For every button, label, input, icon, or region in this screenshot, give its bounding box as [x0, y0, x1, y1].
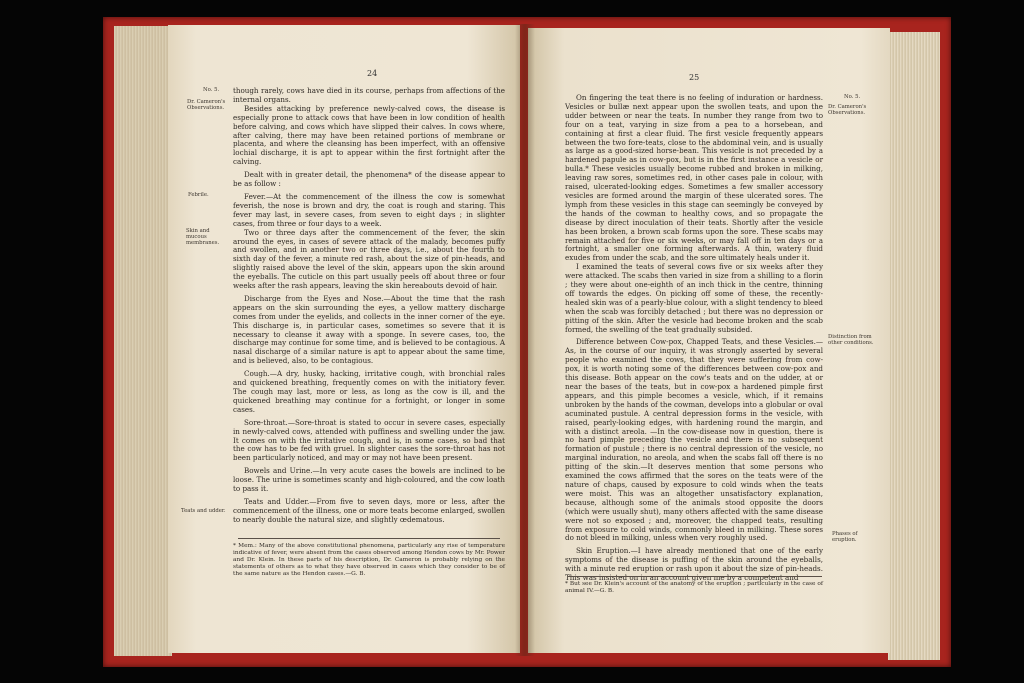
- right-margin-notes: [826, 28, 886, 653]
- paragraph: Dealt with in greater detail, the phenomena* of the disease appear to be as follow :: [233, 170, 505, 189]
- margin-note-case-number: No. 5.: [203, 87, 220, 93]
- margin-note-teats: Teats and udder.: [181, 508, 226, 514]
- paragraph-cough: Cough.—A dry, husky, hacking, irritative cough, with bronchial rales and quickened breathing, frequently comes on with the initiatory fever. The cough may last, more or less, as long as the cow is ill, and the quickened breathing may continue for a fortnight, or longer in some cases.: [233, 369, 505, 414]
- margin-note-case-number: No. 5.: [844, 94, 861, 100]
- right-page-number: 25: [689, 73, 700, 82]
- right-footnote: * But see Dr. Klein's account of the anatomy of the eruption ; particularly in the case of animal IV.—G. B.: [565, 581, 823, 594]
- margin-note-phases: Phases of eruption.: [832, 531, 858, 543]
- left-footnote: * Mem.: Many of the above constitutional phenomena, particularly any rise of temperature indicative of fever, were absent from the cases observed among Hendon cows by Mr. Power and Dr. Klein. In these parts of his description, Dr. Cameron is probably relying on the statements of others as to what they have observed in cases which they consider to be of the same nature as the Hendon cases.—G. B.: [233, 543, 505, 577]
- margin-note-author: Dr. Cameron's Observations.: [187, 99, 226, 111]
- paragraph-vesicles: On fingering the teat there is no feeling of induration or hardness. Vesicles or bullæ next appear upon the swollen teats, and upon the udder between or near the teats. In number they range from two to four on a teat, varying in size from a pea to a horsebean, and containing at first a clear fluid. The first vesicle frequently appears between the two fore-teats, close to the abdominal vein, and is usually as large as a good-sized horse-bean. This vesicle is not preceded by a hardened papule as in cow-pox, but is in the first instance a vesicle or bulla.* These vesicles usually become rubbed and broken in milking, leaving raw sores, sometimes red, in other cases pale in colour, with raised, ulcerated-looking edges. Sometimes a few smaller accessory vesicles are formed around the margin of these ulcerated sores. The lymph from these vesicles in this stage can seemingly be conveyed by the hands of the cowman to healthy cows, and so propagate the disease by direct inoculation of their teats. Shortly after the vesicle has been broken, a brown scab forms upon the sore. These scabs may remain attached for five or six weeks, or may fall off in ten days or a fortnight, a smaller one forming afterwards. A thin, watery fluid exudes from under the scab, and the sore ultimately heals under it.: [565, 93, 823, 263]
- margin-note-distinction: Distinction from other conditions.: [828, 334, 874, 346]
- left-page-body: [233, 87, 505, 525]
- book-gutter: [515, 24, 535, 656]
- footnote-rule: [568, 576, 822, 577]
- footnote-rule: [238, 538, 500, 539]
- left-page-edges: [114, 26, 172, 656]
- paragraph-teats: Teats and Udder.—From five to seven days, more or less, after the commencement of the illness, one or more teats become enlarged, swollen to nearly double the natural size, and slightly œdematous.: [233, 496, 505, 524]
- left-margin-notes: [168, 25, 230, 653]
- paragraph-sore-throat: Sore-throat.—Sore-throat is stated to occur in severe cases, especially in newly-calved cows, attended with puffiness and swelling under the jaw. It comes on with the irritative cough, and is, in some cases, so bad that the cow has to be fed with gruel. In slighter cases the sore-throat has not been particularly noticed, and may or may not have been present.: [233, 417, 505, 463]
- paragraph-skin-eruption: Skin Eruption.—I have already mentioned that one of the early symptoms of the disease is puffing of the skin around the eyeballs, with a minute red eruption or rash upon it about the size of pin-heads. This was insisted on in an account given me by a competent and: [565, 546, 823, 583]
- margin-note-febrile: Febrile.: [188, 192, 209, 198]
- paragraph-difference: Difference between Cow-pox, Chapped Teats, and these Vesicles.—As, in the course of our inquiry, it was strongly asserted by several people who examined the cows, that they were suffering from cow-pox, it is worth noting some of the differences between cow-pox and this disease. Both appear on the cow's teats and on the udder, at or near the bases of the teats, but in cow-pox a hardened pimple first appears, and this pimple becomes a vesicle, which, if it remains unbroken by the hands of the cowman, develops into a globular or oval acuminated pustule. A central depression forms in the vesicle, with raised, pearly-looking edges, with hardening round the margin, and with a distinct areola. —In the cow-disease now in question, there is no hard pimple preceding the vesicle and there is no subsequent formation of pustule ; there is no central depression of the vesicle, no marginal induration, no areola, and when the scabs fall off there is no pitting of the skin.—It deserves mention that some persons who examined the cows affirmed that the sores on the teats were of the nature of chaps, caused by exposure to cold winds when the teats were moist. This was an altogether unsatisfactory explanation, because, although some of the animals stood opposite the doors (which were usually shut), many others affected with the same disease were not so exposed ; and, moreover, the chapped teats, resulting from exposure to cold winds, commonly bleed in milking. These sores do not bleed in milking, unless when very roughly used.: [565, 337, 823, 543]
- right-page: [528, 28, 890, 653]
- left-page-number: 24: [367, 69, 378, 78]
- paragraph: Besides attacking by preference newly-calved cows, the disease is especially prone to attack cows that have been in low condition of health before calving, and cows which have slipped their calves. In cows where, after calving, there may have been retained portions of membrane or placenta, and where the cleansing has been imperfect, with an offensive lochial discharge, it is apt to appear within the first fortnight after the calving.: [233, 103, 505, 167]
- paragraph-discharge: Discharge from the Eyes and Nose.—About the time that the rash appears on the skin surrounding the eyes, a yellow mattery discharge comes from under the eyelids, and collects in the inner corner of the eye. This discharge is, in particular cases, sometimes so severe that it is necessary to cleanse it away with a sponge. In severe cases, too, the discharge may continue for some time, and is believed to be contagious. A nasal discharge of a similar nature is apt to appear about the same time, and is believed, also, to be contagious.: [233, 293, 505, 366]
- paragraph-examination: I examined the teats of several cows five or six weeks after they were attacked. The scabs then varied in size from a shilling to a florin ; they were about one-eighth of an inch thick in the centre, thinning off towards the edges. On picking off some of these, the recently-healed skin was of a pearly-blue colour, with a slight tendency to bleed when the scab was forcibly detached ; but there was no depression or pitting of the skin. After the vesicle had become broken and the scab formed, the swelling of the teat gradually subsided.: [565, 262, 823, 334]
- paragraph-fever: Fever.—At the commencement of the illness the cow is somewhat feverish, the nose is brown and dry, the coat is rough and staring. This fever may last, in severe cases, from seven to eight days ; in slighter cases, from three or four days to a week.: [233, 191, 505, 228]
- margin-note-skin: Skin and mucous membranes.: [186, 228, 220, 246]
- right-page-body: [565, 94, 823, 583]
- right-page-edges: [888, 32, 940, 660]
- paragraph-bowels: Bowels and Urine.—In very acute cases the bowels are inclined to be loose. The urine is sometimes scanty and high-coloured, and the cow loath to pass it.: [233, 466, 505, 494]
- margin-note-author: Dr. Cameron's Observations.: [828, 104, 867, 116]
- paragraph-skin: Two or three days after the commencement of the fever, the skin around the eyes, in cases of severe attack of the malady, becomes puffy and swollen, and in another two or three days, i.e., about the fourth to sixth day of the fever, a minute red rash, about the size of pin-heads, and slightly raised above the level of the skin, appears upon the skin around the eyeballs. The cuticle on this part usually peels off about three or four weeks after the rash appears, leaving the skin hereabouts devoid of hair.: [233, 227, 505, 291]
- left-page: [168, 25, 520, 653]
- paragraph: though rarely, cows have died in its course, perhaps from affections of the internal organs.: [233, 86, 505, 104]
